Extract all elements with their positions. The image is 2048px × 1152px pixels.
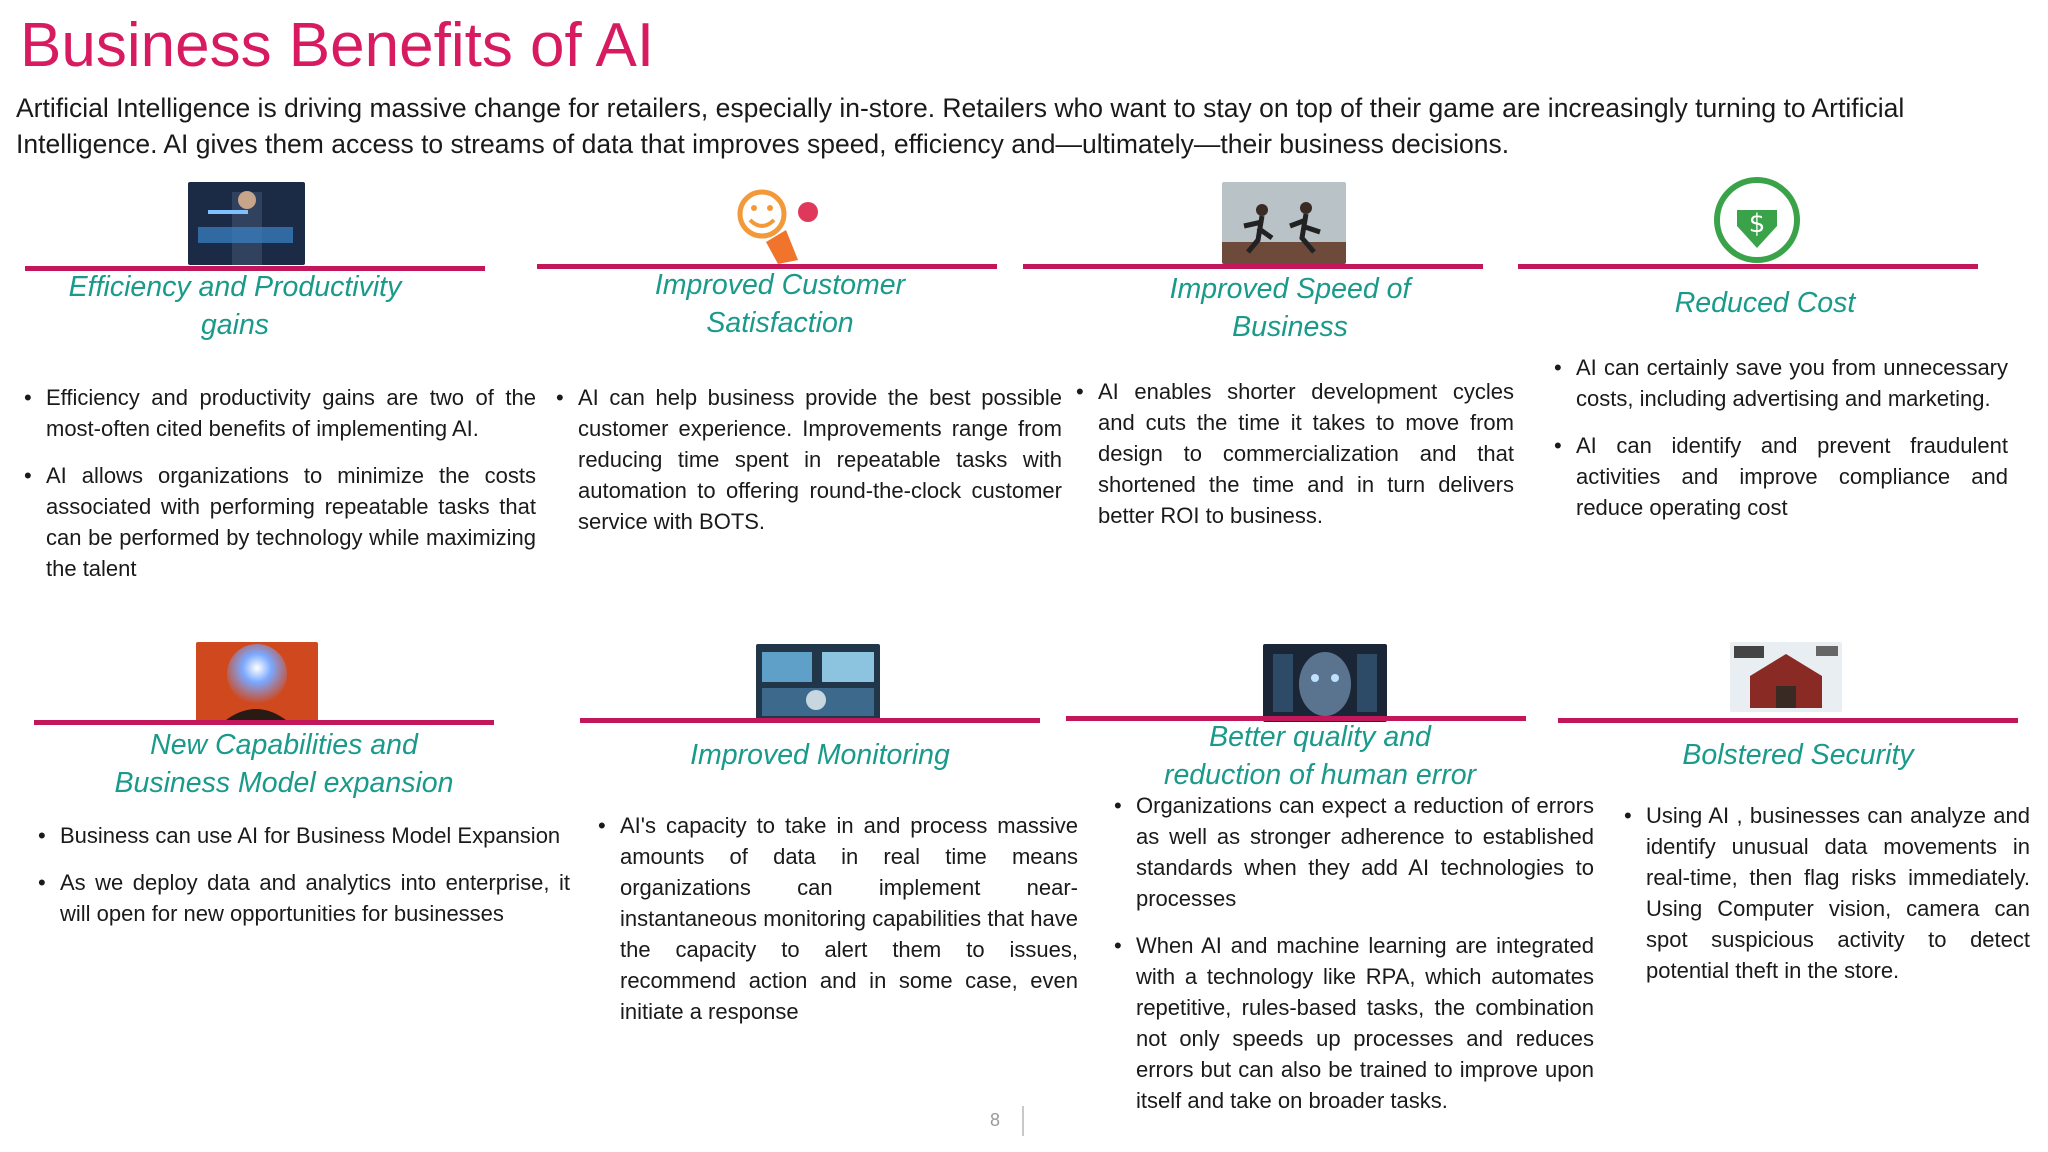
list-item: • AI allows organizations to minimize the costs associated with performing repeatable tasks that can be performed by technology while maximizing the talent (22, 460, 536, 584)
list-item: • AI's capacity to take in and process massive amounts of data in real time means organizations can implement near-instantaneous monitoring capabilities that have the capacity to alert them to issues, recommend action and in some case, even initiate a response (596, 810, 1078, 1027)
glowing-globe-hand-photo (196, 642, 318, 722)
card-bullets-new-capabilities (36, 820, 570, 945)
card-title-better-quality: Better quality and reduction of human error (1163, 721, 1477, 791)
section-divider (580, 718, 1040, 723)
list-item: • When AI and machine learning are integrated with a technology like RPA, which automates repetitive, rules-based tasks, the combination not only speeds up processes and reduces errors but can also be trained to improve upon itself and take on broader tasks. (1112, 930, 1594, 1116)
card-bullets-monitoring (596, 810, 1078, 1043)
smiley-touch-icon (726, 180, 822, 266)
monitoring-screens-photo (756, 644, 880, 722)
businessman-touchscreen-photo (188, 182, 305, 265)
card-title-customer-satisfaction: Improved Customer Satisfaction (654, 269, 906, 339)
robot-face-photo (1263, 644, 1387, 722)
list-item: • Efficiency and productivity gains are two of the most-often cited benefits of implementing AI. (22, 382, 536, 444)
intro-paragraph: Artificial Intelligence is driving massive change for retailers, especially in-store. Retailers who want to stay on top of their game are increasingly turning to Artificial Intelligence. AI gives them access to streams of data that improves speed, efficiency and—ultimately—their business decisions. (16, 93, 1905, 159)
list-item: • AI can help business provide the best possible customer experience. Improvements range from reducing time spent in repeatable tasks with automation to offering round-the-clock customer service with BOTS. (554, 382, 1062, 537)
card-title-monitoring: Improved Monitoring (690, 739, 950, 771)
section-divider (1558, 718, 2018, 723)
card-title-reduced-cost: Reduced Cost (1674, 287, 1856, 319)
svg-text:$: $ (1748, 209, 1766, 239)
card-bullets-security (1622, 800, 2030, 1002)
card-bullets-efficiency (22, 382, 536, 600)
section-divider (34, 720, 494, 725)
list-item: • AI can identify and prevent fraudulent activities and improve compliance and reduce operating cost (1552, 430, 2008, 523)
section-divider (1023, 264, 1483, 269)
list-item: • AI enables shorter development cycles and cuts the time it takes to move from design to commercialization and that shortened the time and in turn delivers better ROI to business. (1074, 376, 1514, 531)
list-item: • Business can use AI for Business Model Expansion (36, 820, 570, 851)
dollar-shield-icon (1712, 176, 1802, 264)
card-bullets-reduced-cost (1552, 352, 2008, 539)
card-bullets-better-quality (1112, 790, 1594, 1132)
list-item: • As we deploy data and analytics into enterprise, it will open for new opportunities for businesses (36, 867, 570, 929)
page-number: 8 (990, 1110, 1001, 1130)
card-title-security: Bolstered Security (1682, 739, 1914, 771)
list-item: • Using AI , businesses can analyze and identify unusual data movements in real-time, then flag risks immediately. Using Computer vision, camera can spot suspicious activity to detect potential theft in the store. (1622, 800, 2030, 986)
page-title: Business Benefits of AI (20, 11, 655, 80)
card-bullets-speed (1074, 376, 1514, 547)
page-number-divider (1022, 1106, 1024, 1136)
security-camera-house-photo (1730, 642, 1842, 712)
list-item: • Organizations can expect a reduction of errors as well as stronger adherence to established standards when they add AI technologies to processes (1112, 790, 1594, 914)
card-title-speed: Improved Speed of Business (1169, 273, 1411, 343)
card-bullets-customer-satisfaction (554, 382, 1062, 553)
card-title-efficiency: Efficiency and Productivity gains (68, 271, 402, 341)
list-item: • AI can certainly save you from unnecessary costs, including advertising and marketing. (1552, 352, 2008, 414)
section-divider (1518, 264, 1978, 269)
card-title-new-capabilities: New Capabilities and Business Model expansion (114, 729, 454, 799)
running-businessmen-photo (1222, 182, 1346, 264)
